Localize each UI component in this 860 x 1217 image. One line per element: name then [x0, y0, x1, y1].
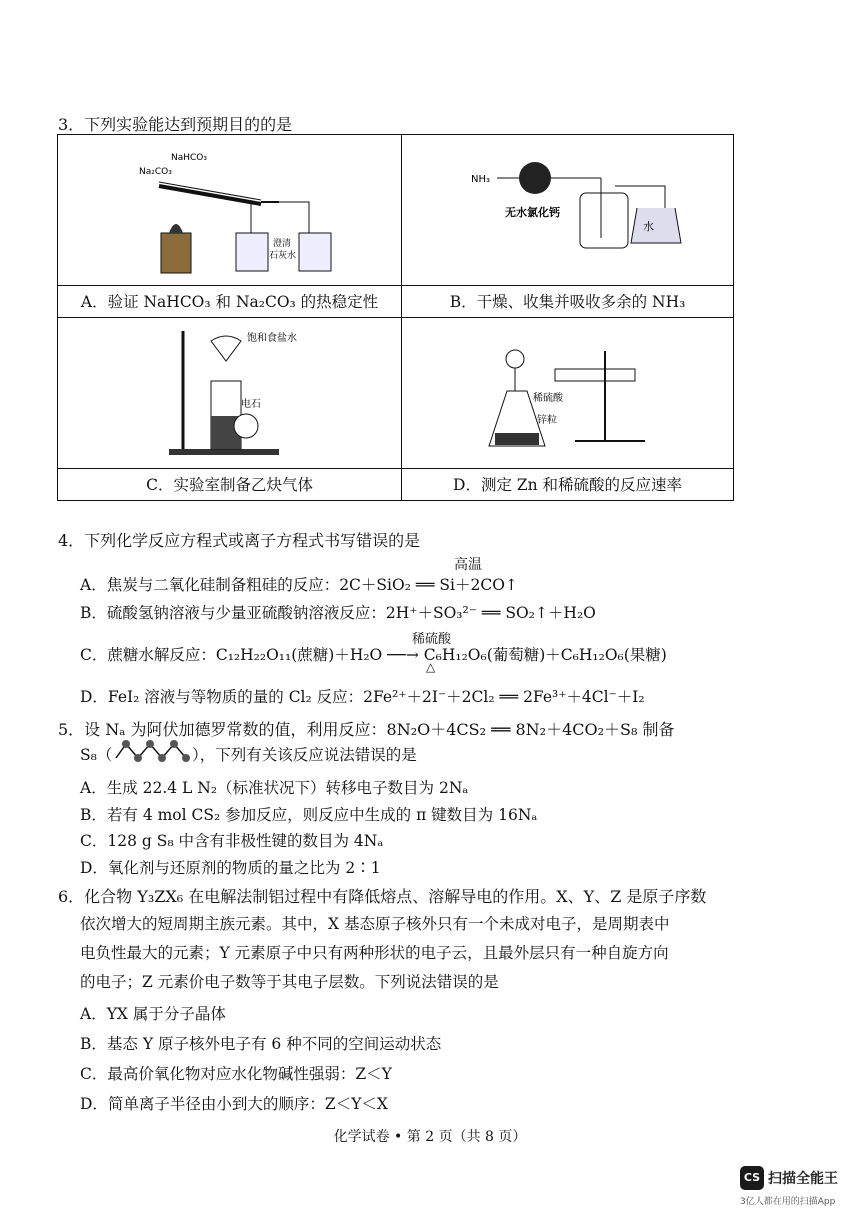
- page-footer: 化学试卷 • 第 2 页（共 8 页）: [333, 1129, 527, 1145]
- q5-stem-s8: S₈（: [80, 746, 113, 764]
- apparatus-d: [405, 321, 731, 461]
- q6-stem-3: 电负性最大的元素；Y 元素原子中只有两种形状的电子云，且最外层只有一种自旋方向: [80, 944, 669, 962]
- q4-stem: 4．下列化学反应方程式或离子方程式书写错误的是: [58, 531, 421, 550]
- label-water: 水: [642, 219, 654, 233]
- q4-c-heat: △: [426, 660, 436, 674]
- label-nh3: NH₃: [470, 173, 490, 185]
- q6-option-d: D．简单离子半径由小到大的顺序：Z＜Y＜X: [80, 1095, 388, 1113]
- q4-option-d: D．FeI₂ 溶液与等物质的量的 Cl₂ 反应：2Fe²⁺＋2I⁻＋2Cl₂ ══ 2Fe³⁺＋4Cl⁻＋I₂: [80, 688, 645, 706]
- label-dilute-h2so4: 稀硫酸: [532, 392, 563, 404]
- label-limewater-1: 澄清: [272, 238, 291, 249]
- label-calcium-carbide: 电石: [240, 398, 261, 410]
- label-brine: 饱和食盐水: [246, 332, 297, 344]
- q5-option-c: C．128 g S₈ 中含有非极性键的数目为 4Nₐ: [80, 832, 384, 850]
- scanner-tagline: 3亿人都在用的扫描App: [740, 1197, 836, 1207]
- q5-stem-2: ），下列有关该反应说法错误的是: [192, 746, 417, 764]
- figure-a: [58, 135, 402, 286]
- experiment-table: [57, 134, 734, 501]
- q4-a-condition: 高温: [454, 557, 482, 573]
- q4-c-condition: 稀硫酸: [412, 632, 452, 647]
- q6-stem-1: 6．化合物 Y₃ZX₆ 在电解法制铝过程中有降低熔点、溶解导电的作用。X、Y、Z 是原子序数: [58, 887, 707, 906]
- label-cacl2: 无水氯化钙: [504, 205, 560, 219]
- caption-c: C．实验室制备乙炔气体: [58, 468, 402, 500]
- figure-b: [402, 135, 734, 286]
- q5-option-a: A．生成 22.4 L N₂（标准状况下）转移电子数目为 2Nₐ: [80, 779, 469, 797]
- apparatus-b: [405, 138, 731, 278]
- q4-option-b: B．硫酸氢钠溶液与少量亚硫酸钠溶液反应：2H⁺＋SO₃²⁻ ══ SO₂↑＋H₂O: [80, 604, 596, 622]
- q6-stem-2: 依次增大的短周期主族元素。其中，X 基态原子核外只有一个未成对电子，是周期表中: [80, 915, 670, 933]
- q6-stem-4: 的电子；Z 元素价电子数等于其电子层数。下列说法错误的是: [80, 973, 499, 991]
- q6-option-c: C．最高价氧化物对应水化物碱性强弱：Z＜Y: [80, 1065, 392, 1083]
- apparatus-a: [61, 138, 399, 278]
- figure-c: [58, 317, 402, 468]
- caption-d: D．测定 Zn 和稀硫酸的反应速率: [402, 468, 734, 500]
- q5-option-b: B．若有 4 mol CS₂ 参加反应，则反应中生成的 π 键数目为 16Nₐ: [80, 806, 538, 824]
- q3-stem: 3．下列实验能达到预期目的的是: [58, 115, 293, 134]
- label-nahco3: NaHCO₃: [170, 152, 207, 163]
- figure-d: [402, 317, 734, 468]
- q5-stem-1: 5．设 Nₐ 为阿伏加德罗常数的值，利用反应：8N₂O＋4CS₂ ══ 8N₂＋4CO₂＋S₈ 制备: [58, 720, 675, 739]
- label-zinc: 锌粒: [536, 414, 557, 426]
- label-limewater-2: 石灰水: [268, 250, 296, 261]
- scanner-name: 扫描全能王: [768, 1171, 838, 1187]
- q4-option-a: A．焦炭与二氧化硅制备粗硅的反应：2C＋SiO₂ ══ Si＋2CO↑: [80, 576, 518, 594]
- apparatus-c: [61, 321, 399, 461]
- scanner-logo-icon: CS: [740, 1166, 764, 1190]
- caption-a: A．验证 NaHCO₃ 和 Na₂CO₃ 的热稳定性: [58, 285, 402, 317]
- label-na2co3: Na₂CO₃: [138, 166, 172, 177]
- q4-option-c: C．蔗糖水解反应：C₁₂H₂₂O₁₁(蔗糖)＋H₂O ──→ C₆H₁₂O₆(葡萄糖)＋C₆H₁₂O₆(果糖): [80, 646, 667, 664]
- q6-option-a: A．YX 属于分子晶体: [80, 1005, 226, 1023]
- q5-option-d: D．氧化剂与还原剂的物质的量之比为 2∶1: [80, 859, 381, 877]
- caption-b: B．干燥、收集并吸收多余的 NH₃: [402, 285, 734, 317]
- s8-ring-diagram: [112, 738, 192, 764]
- q6-option-b: B．基态 Y 原子核外电子有 6 种不同的空间运动状态: [80, 1035, 442, 1053]
- scanner-badge: [740, 1166, 850, 1210]
